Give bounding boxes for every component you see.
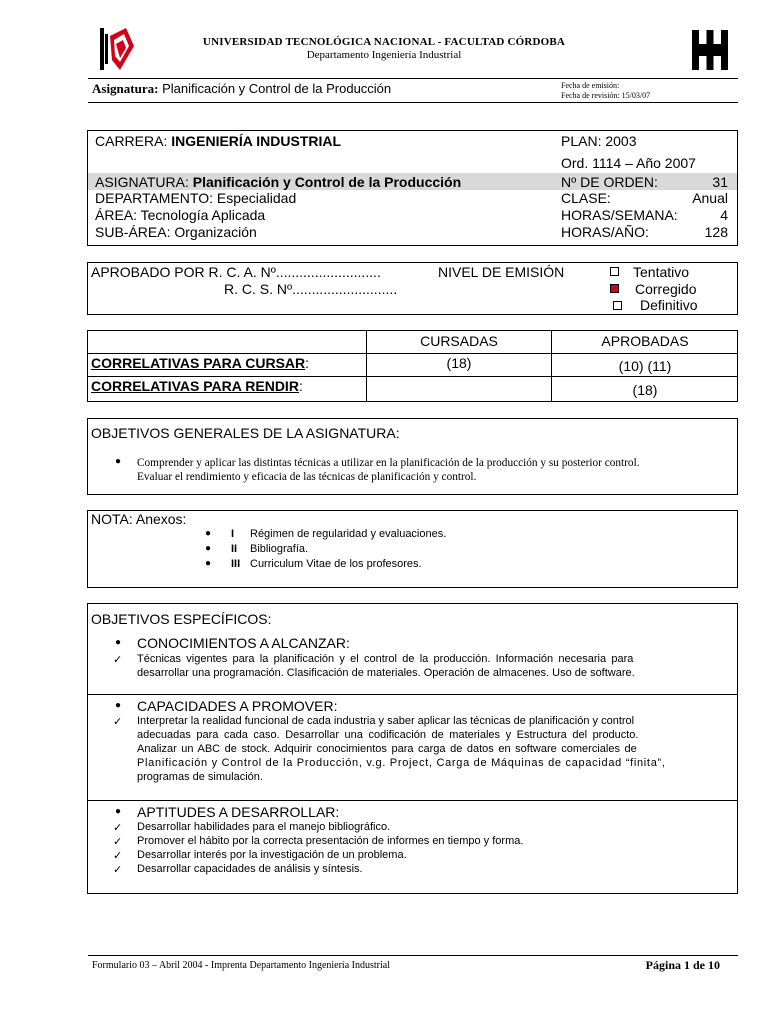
header-divider [88,78,738,79]
subject-line [92,81,391,97]
bullet-icon: ● [205,558,212,569]
bullet-icon: ● [115,456,122,467]
especificos-divider-1 [87,694,738,695]
fecha-emision: Fecha de emisión: [561,81,620,90]
bullet-icon: ● [115,806,122,817]
col-aprobadas: APROBADAS [601,333,689,349]
check-icon: ✓ [113,836,123,848]
department-name: Departamento Ingeniería Industrial [306,49,462,61]
objetivos-generales-line2: Evaluar el rendimiento y eficacia de las técnicas de planificación y control. [137,471,477,483]
check-icon: ✓ [113,864,123,876]
page-number: Página 1 de 10 [645,958,720,972]
footer-left: Formulario 03 – Abril 2004 - Imprenta Departamento Ingeniería Industrial [92,960,390,971]
objetivos-generales-title: OBJETIVOS GENERALES DE LA ASIGNATURA: [91,425,400,441]
conocimientos-line1: Técnicas vigentes para la planificación y el control de la producción. Información necesaria para [137,653,634,665]
check-icon: ✓ [113,822,123,834]
carrera-value: INGENIERÍA INDUSTRIAL [171,133,342,149]
clase-value: Anual [692,190,728,206]
check-icon: ✓ [113,850,123,862]
ordenanza: Ord. 1114 – Año 2007 [561,155,696,171]
aprobado-rca: APROBADO POR R. C. A. Nº........................... [91,264,381,280]
nota-title: NOTA: Anexos: [91,511,187,527]
check-icon: ✓ [113,654,123,666]
anexo-1-text: Régimen de regularidad y evaluaciones. [250,528,447,540]
tentativo-checkbox[interactable] [610,267,619,276]
aptitud-4: Desarrollar capacidades de análisis y síntesis. [137,863,363,875]
cursar-aprobadas-value: (10) (11) [618,358,672,374]
objetivos-generales-line1: Comprender y aplicar las distintas técnicas a utilizar en la planificación de la producción y su posterior control. [137,457,640,469]
footer-divider [88,955,738,956]
anexo-2-text: Bibliografía. [250,543,309,555]
conocimientos-title: CONOCIMIENTOS A ALCANZAR: [137,635,350,651]
horas-anio-label: HORAS/AÑO: [561,224,649,240]
bullet-icon: ● [205,543,212,554]
asignatura-value: Planificación y Control de la Producción [192,174,462,190]
anexo-3-text: Curriculum Vitae de los profesores. [250,558,422,570]
aptitud-1: Desarrollar habilidades para el manejo bibliográfico. [137,821,391,833]
objetivos-especificos-title: OBJETIVOS ESPECÍFICOS: [91,611,272,627]
anexo-1-num: I [231,528,235,540]
capacidades-line5: programas de simulación. [137,771,263,783]
carrera-label: CARRERA: [95,133,172,149]
capacidades-line3: Analizar un ABC de stock. Adquirir conocimientos para carga de datos en software comerciales de [137,743,637,755]
horas-semana-value: 4 [720,207,728,223]
check-icon: ✓ [113,716,123,728]
anexo-2-num: II [231,543,238,555]
definitivo-checkbox[interactable] [613,301,622,310]
orden-label: Nº DE ORDEN: [561,174,658,190]
fecha-revision: Fecha de revisión: 15/03/07 [561,91,651,100]
nivel-emision: NIVEL DE EMISIÓN [438,264,565,280]
especificos-divider-2 [87,800,738,801]
university-name: UNIVERSIDAD TECNOLÓGICA NACIONAL - FACULTAD CÓRDOBA [202,36,566,48]
departamento: DEPARTAMENTO: Especialidad [95,190,297,206]
bullet-icon: ● [205,528,212,539]
rendir-label-text: CORRELATIVAS PARA RENDIR [91,378,299,394]
asignatura-row [95,174,461,190]
asignatura-label: ASIGNATURA: [95,174,193,190]
tentativo-label: Tentativo [633,264,690,280]
correlativas-cursar-label [91,355,309,371]
carrera-row [95,133,341,149]
corregido-label: Corregido [635,281,697,297]
rendir-aprobadas-value: (18) [632,382,658,398]
correlativas-rendir-label [91,378,303,394]
capacidades-line2: adecuadas para cada caso. Desarrollar una codificación de materiales y Estructura del producto. [137,729,639,741]
cursar-cursadas-value: (18) [446,355,472,371]
aptitud-2: Promover el hábito por la correcta presentación de informes en tiempo y forma. [137,835,524,847]
aprobado-rcs: R. C. S. Nº........................... [224,281,398,297]
area: ÁREA: Tecnología Aplicada [95,207,266,223]
rendir-label-colon: : [298,378,303,394]
horas-anio-value: 128 [704,224,728,240]
conocimientos-line2: desarrollar una programación. Clasificación de materiales. Operación de almacenes. Uso de software. [137,667,635,679]
aptitud-3: Desarrollar interés por la investigación de un problema. [137,849,407,861]
cursar-label-text: CORRELATIVAS PARA CURSAR [91,355,306,371]
subarea: SUB-ÁREA: Organización [95,224,257,240]
definitivo-label: Definitivo [640,297,698,313]
bullet-icon: ● [115,700,122,711]
aptitudes-title: APTITUDES A DESARROLLAR: [137,804,340,820]
horas-semana-label: HORAS/SEMANA: [561,207,678,223]
plan: PLAN: 2003 [561,133,637,149]
corregido-checkbox[interactable] [610,284,619,293]
capacidades-line1: Interpretar la realidad funcional de cada industria y saber aplicar las técnicas de planificación y control [137,715,635,727]
orden-value: 31 [712,174,728,190]
capacidades-title: CAPACIDADES A PROMOVER: [137,698,338,714]
anexo-3-num: III [231,558,241,570]
capacidades-line4: Planificación y Control de la Producción, v.g. Project, Carga de Máquinas de capacidad “finita”, [137,757,666,769]
cursar-label-colon: : [305,355,310,371]
clase-label: CLASE: [561,190,611,206]
subject-divider [88,102,738,103]
bullet-icon: ● [115,637,122,648]
subject-value: Planificación y Control de la Producción [162,81,392,96]
correlativas-row-divider-1 [87,353,738,354]
subject-label: Asignatura: [92,81,159,96]
correlativas-row-divider-2 [87,376,738,377]
col-cursadas: CURSADAS [420,333,498,349]
